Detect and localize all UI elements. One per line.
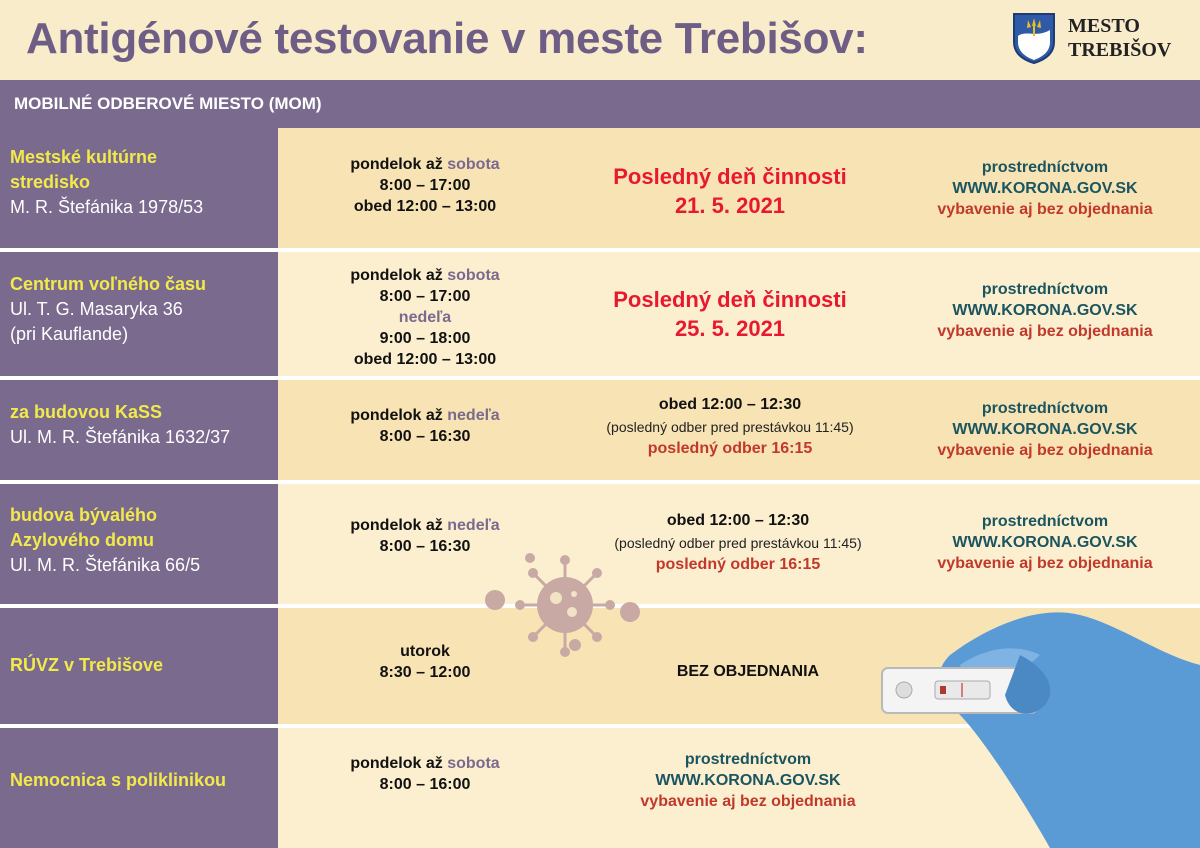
row-2-hours bbox=[290, 405, 560, 447]
hours-days: pondelok až sobota bbox=[350, 755, 500, 772]
location-address: M. R. Štefánika 1978/53 bbox=[10, 197, 204, 217]
location-name: RÚVZ v Trebišove bbox=[10, 655, 164, 675]
city-logo bbox=[1012, 12, 1192, 68]
korona-link[interactable]: WWW.KORONA.GOV.SK bbox=[952, 302, 1138, 319]
section-header-label: MOBILNÉ ODBEROVÉ MIESTO (MOM) bbox=[14, 94, 322, 113]
hours-time: 8:00 – 17:00 bbox=[379, 177, 471, 194]
hours-time: 8:00 – 16:00 bbox=[379, 776, 471, 793]
row-3-location bbox=[10, 503, 230, 578]
no-booking-label: BEZ OBJEDNANIA bbox=[676, 663, 820, 680]
hours-lunch: obed 12:00 – 13:00 bbox=[353, 198, 497, 215]
last-collection: posledný odber 16:15 bbox=[655, 556, 821, 573]
section-header bbox=[0, 80, 1200, 128]
last-collection: posledný odber 16:15 bbox=[647, 440, 813, 457]
logo-text bbox=[1068, 14, 1171, 62]
logo-line-2: TREBIŠOV bbox=[1068, 39, 1172, 61]
hours-days: utorok bbox=[400, 643, 450, 660]
hours-time: 8:00 – 16:30 bbox=[379, 538, 471, 555]
row-0-info bbox=[570, 162, 890, 220]
row-2-info bbox=[570, 394, 890, 460]
location-address-note: (pri Kauflande) bbox=[10, 324, 129, 344]
korona-link[interactable]: WWW.KORONA.GOV.SK bbox=[952, 534, 1138, 551]
lunch-note: (posledný odber pred prestávkou 11:45) bbox=[614, 535, 862, 551]
page-title: Antigénové testovanie v meste Trebišov: bbox=[26, 14, 868, 63]
hours-days-2: nedeľa bbox=[398, 309, 452, 326]
last-day-label: Posledný deň činnosti bbox=[613, 164, 847, 189]
row-4-info bbox=[588, 661, 908, 683]
location-address: Ul. T. G. Masaryka 36 bbox=[10, 299, 183, 319]
location-name: Centrum voľného času bbox=[10, 274, 206, 294]
korona-link[interactable]: WWW.KORONA.GOV.SK bbox=[655, 772, 841, 789]
location-address: Ul. M. R. Štefánika 66/5 bbox=[10, 555, 201, 575]
lunch-break: obed 12:00 – 12:30 bbox=[658, 396, 802, 413]
location-name: budova bývalého Azylového domu bbox=[10, 505, 158, 550]
row-0-booking: prostredníctvom WWW.KORONA.GOV.SK vybavenie aj bez objednania bbox=[890, 157, 1200, 220]
hours-lunch: obed 12:00 – 13:00 bbox=[353, 351, 497, 368]
hours-time-2: 9:00 – 18:00 bbox=[379, 330, 471, 347]
row-1-location bbox=[10, 272, 240, 347]
hours-time: 8:00 – 16:30 bbox=[379, 428, 471, 445]
hours-days: pondelok až nedeľa bbox=[350, 517, 500, 534]
row-5-hours bbox=[290, 753, 560, 795]
location-name: Mestské kultúrne stredisko bbox=[10, 147, 158, 192]
location-name: za budovou KaSS bbox=[10, 402, 163, 422]
hours-days: pondelok až nedeľa bbox=[350, 407, 500, 424]
virus-illustration bbox=[470, 550, 640, 660]
row-0-hours bbox=[290, 154, 560, 217]
row-2-location bbox=[10, 400, 270, 450]
row-2-booking: prostredníctvom WWW.KORONA.GOV.SK vybavenie aj bez objednania bbox=[890, 398, 1200, 461]
location-address: Ul. M. R. Štefánika 1632/37 bbox=[10, 427, 231, 447]
hours-days: pondelok až sobota bbox=[350, 267, 500, 284]
last-day-label: Posledný deň činnosti bbox=[613, 287, 847, 312]
last-day-date: 21. 5. 2021 bbox=[674, 193, 786, 218]
hours-days: pondelok až sobota bbox=[350, 156, 500, 173]
row-1-hours bbox=[290, 265, 560, 370]
row-4-location bbox=[10, 653, 250, 678]
glove-test-illustration bbox=[870, 595, 1200, 848]
hours-time: 8:00 – 17:00 bbox=[379, 288, 471, 305]
last-day-date: 25. 5. 2021 bbox=[674, 316, 786, 341]
coat-of-arms-icon bbox=[1012, 12, 1056, 64]
row-1-booking: prostredníctvom WWW.KORONA.GOV.SK vybavenie aj bez objednania bbox=[890, 279, 1200, 342]
korona-link[interactable]: WWW.KORONA.GOV.SK bbox=[952, 180, 1138, 197]
korona-link[interactable]: WWW.KORONA.GOV.SK bbox=[952, 421, 1138, 438]
row-5-location bbox=[10, 768, 270, 793]
row-1-info bbox=[570, 285, 890, 343]
row-3-booking: prostredníctvom WWW.KORONA.GOV.SK vybavenie aj bez objednania bbox=[890, 511, 1200, 574]
location-name: Nemocnica s poliklinikou bbox=[10, 770, 227, 790]
lunch-note: (posledný odber pred prestávkou 11:45) bbox=[606, 419, 854, 435]
row-0-location bbox=[10, 145, 210, 220]
row-5-booking: prostredníctvom WWW.KORONA.GOV.SK vybavenie aj bez objednania bbox=[588, 749, 908, 812]
hours-time: 8:30 – 12:00 bbox=[379, 664, 471, 681]
lunch-break: obed 12:00 – 12:30 bbox=[666, 512, 810, 529]
logo-line-1: MESTO bbox=[1068, 15, 1140, 37]
